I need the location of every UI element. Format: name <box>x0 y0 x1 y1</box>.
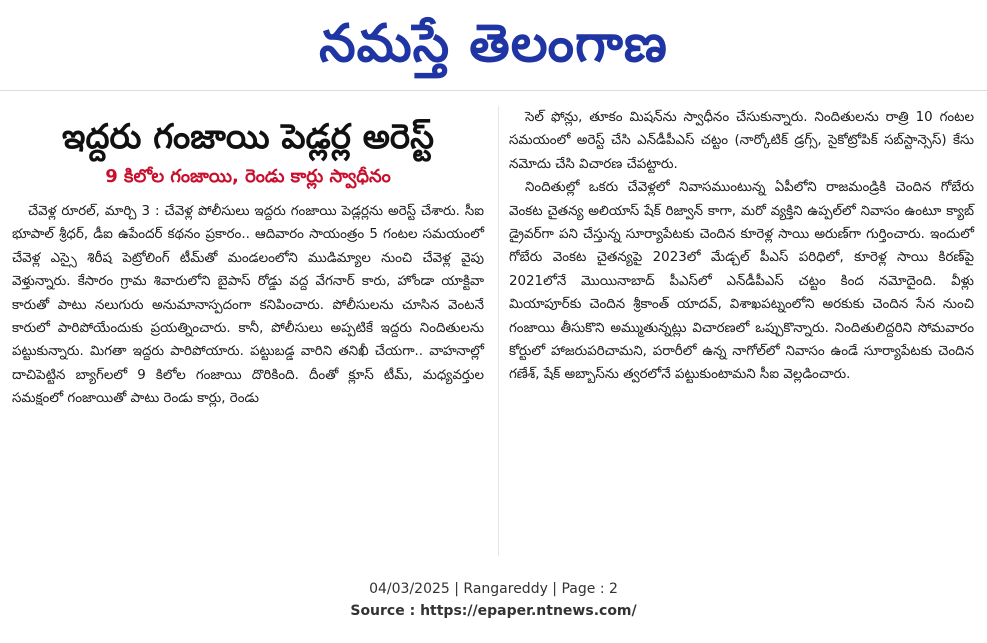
article-paragraph: నిందితుల్లో ఒకరు చేవెళ్లలో నివాసముంటున్న ఏపీలోని రాజమండ్రికి చెందిన గోబేరు వెంకట చైతన్య అలియాస్ షేక్ రిజ్వాన్ కాగా, మరో వ్యక్తిని ఉప్పల్‌లో నివాసం ఉంటూ క్యాబ్ డ్రైవర్‌గా పని చేస్తున్న సూర్యాపేటకు చెందిన కూరెళ్ల సాయి అరుణ్‌గా గుర్తించారు. ఇందులో గోబేరు వెంకట చైతన్యపై 2023లో మేడ్చల్ పీఎస్ పరిధిలో, కూరెళ్ల సాయి కిరణ్‌పై 2021లోనే మొయినాబాద్ పీఎస్‌లో ఎన్‌డీపీఎస్ చట్టం కింద నమోదైంది. వీళ్లు మియాపూర్‌కు చెందిన శ్రీకాంత్ యాదవ్, విశాఖపట్నంలోని అరకుకు చెందిన సేన నుంచి గంజాయి తీసుకొని అమ్ముతున్నట్లు విచారణలో ఒప్పుకొన్నారు. నిందితులిద్దరిని సోమవారం కోర్టులో హాజరుపరిచామని, పరారీలో ఉన్న నాగోల్‌లో నివాసం ఉండే సూర్యాపేటకు చెందిన గణేశ్, షేక్ అబ్బాస్‌ను త్వరలోనే పట్టుకుంటామని సీఐ వెల్లడించారు. <box>509 180 974 383</box>
article-subheadline: 9 కిలోల గంజాయి, రెండు కార్లు స్వాధీనం <box>105 166 391 187</box>
masthead-divider <box>0 90 987 91</box>
article-headline: ఇద్దరు గంజాయి పెడ్లర్ల అరెస్ట్ <box>62 117 434 157</box>
news-article <box>12 104 974 554</box>
newspaper-masthead: నమస్తే తెలంగాణ <box>319 13 668 74</box>
article-paragraph: సెల్ ఫోన్లు, తూకం మిషన్‌ను స్వాధీనం చేసుకున్నారు. నిందితులను రాత్రి 10 గంటల సమయంలో అరెస్ట్ చేసి ఎన్‌డీపీఎస్ చట్టం (నార్కోటిక్ డ్రగ్స్, సైకోట్రోపిక్ సబ్‌స్టాన్సెస్) కేసు నమోదు చేసి విచారణ చేపట్టారు. <box>509 110 974 172</box>
source-link[interactable]: Source : https://epaper.ntnews.com/ <box>350 603 637 619</box>
article-right-column <box>498 106 974 556</box>
edition-info: 04/03/2025 | Rangareddy | Page : 2 <box>369 581 618 597</box>
article-left-column <box>12 104 484 554</box>
page-footer <box>0 578 987 622</box>
article-paragraph: చేవెళ్ల రూరల్, మార్చి 3 : చేవెళ్ల పోలీసులు ఇద్దరు గంజాయి పెడ్లర్లను అరెస్ట్ చేశారు. సీఐ భూపాల్ శ్రీధర్, డీఐ ఉపేందర్ కథనం ప్రకారం.. ఆదివారం సాయంత్రం 5 గంటల సమయంలో చేవెళ్ల ఎస్సై శిరీష పెట్రోలింగ్ టీమ్‌తో మండలంలోని ముడిమ్యాల నుంచి చేవెళ్ల వైపు వెళ్తున్నారు. కేసారం గ్రామ శివారులోని బైపాస్ రోడ్డు వద్ద వేగనార్ కారు, హోండా యాక్టివా కారుతో పాటు నలుగురు అనుమానాస్పదంగా కనిపించారు. పోలీసులను చూసిన వెంటనే కారులో పారిపోయేందుకు ప్రయత్నించారు. కానీ, పోలీసులు అప్పటికే ఇద్దరు నిందితులను పట్టుకున్నారు. మిగతా ఇద్దరు పారిపోయారు. పట్టుబడ్డ వారిని తనిఖీ చేయగా.. వాహనాల్లో దాచిపెట్టిన బ్యాగ్‌లలో 9 కిలోల గంజాయి దొరికింది. దీంతో క్లూస్ టీమ్, మధ్యవర్తుల సమక్షంలో గంజాయితో పాటు రెండు కార్లు, రెండు <box>12 204 484 407</box>
